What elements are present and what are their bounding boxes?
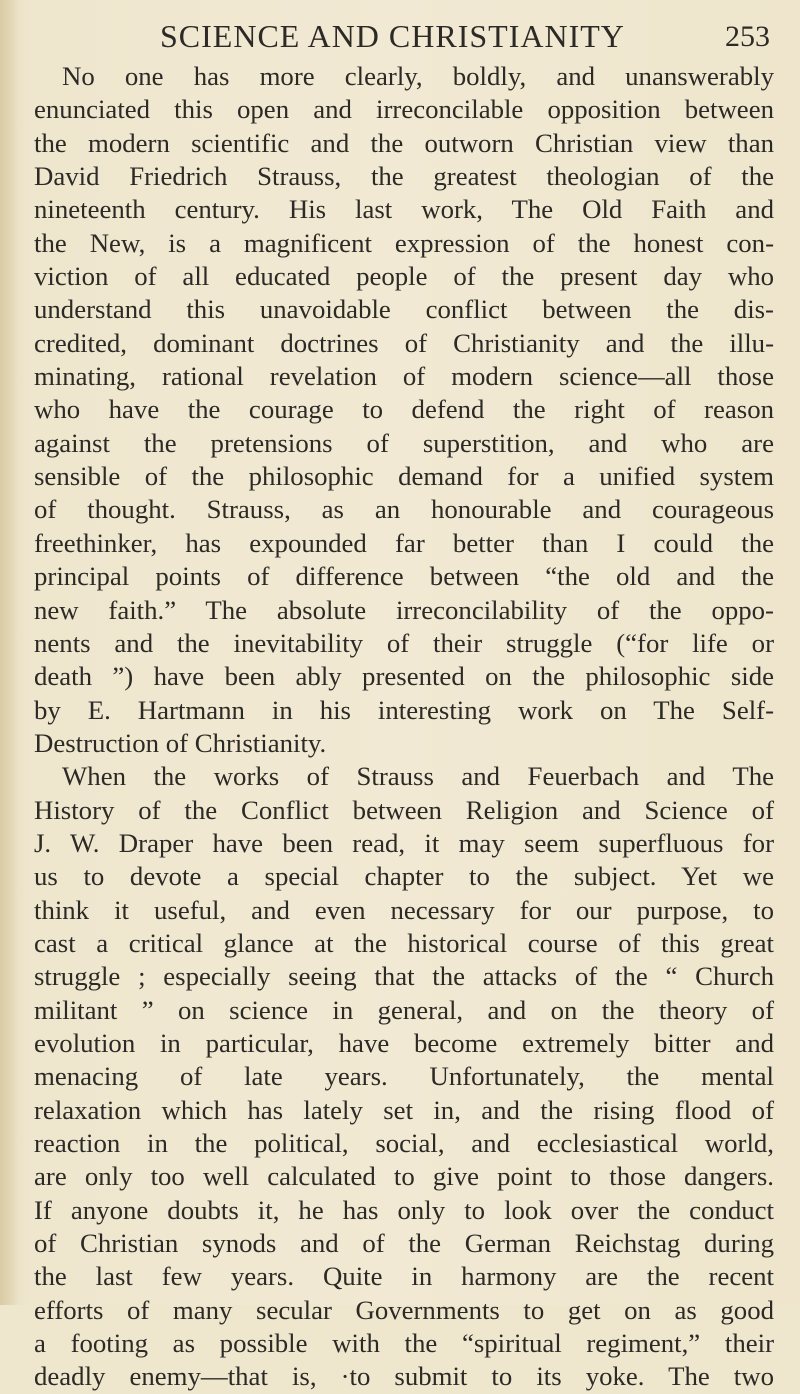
text-line: No one has more clearly, boldly, and unanswerably [62, 61, 774, 91]
text-line: reaction in the political, social, and ecclesiastical world, [34, 1128, 774, 1158]
text-line: enunciated this open and irreconcilable opposition between [34, 94, 774, 125]
text-line: minating, rational revelation of modern science—all those [34, 361, 774, 392]
text-line: freethinker, has expounded far better than I could the [34, 527, 774, 558]
text-line: death ”) have been ably presented on the philosophic side [34, 661, 774, 692]
text-line: Destruction of Christianity. [34, 727, 327, 758]
text-line: of Christian synods and of the German Reichstag during [34, 1228, 774, 1259]
text-line: are only too well calculated to give point to those dangers. [34, 1161, 774, 1192]
text-line: who have the courage to defend the right of reason [34, 394, 774, 425]
text-line: cast a critical glance at the historical course of this great [34, 927, 774, 958]
text-line: J. W. Draper have been read, it may seem superfluous for [34, 827, 774, 858]
text-line: viction of all educated people of the present day who [34, 261, 774, 292]
text-line: new faith.” The absolute irreconcilability of the oppo- [34, 594, 774, 625]
page-gutter-shadow [0, 0, 18, 1305]
text-line: struggle ; especially seeing that the attacks of the “ Church [34, 961, 774, 992]
text-line: a footing as possible with the “spiritual regiment,” their [34, 1328, 774, 1359]
text-line: nents and the inevitability of their struggle (“for life or [34, 627, 774, 658]
text-line: think it useful, and even necessary for our purpose, to [34, 894, 774, 925]
text-line: efforts of many secular Governments to get on as good [34, 1294, 774, 1325]
text-line: understand this unavoidable conflict between the dis- [34, 294, 774, 325]
text-line: nineteenth century. His last work, The Old Faith and [34, 194, 774, 225]
text-line: credited, dominant doctrines of Christianity and the illu- [34, 327, 774, 358]
text-line: sensible of the philosophic demand for a unified system [34, 461, 774, 492]
text-line: the New, is a magnificent expression of the honest con- [34, 227, 774, 258]
text-line: by E. Hartmann in his interesting work on The Self- [34, 694, 774, 725]
paragraph-1 [34, 60, 774, 760]
text-line: us to devote a special chapter to the subject. Yet we [34, 861, 774, 892]
body-text [34, 60, 774, 1394]
text-line: the last few years. Quite in harmony are the recent [34, 1261, 774, 1292]
text-line: evolution in particular, have become extremely bitter and [34, 1027, 774, 1058]
text-line: If anyone doubts it, he has only to look over the conduct [34, 1194, 774, 1225]
text-line: David Friedrich Strauss, the greatest theologian of the [34, 161, 774, 192]
text-line: menacing of late years. Unfortunately, the mental [34, 1061, 774, 1092]
text-line: deadly enemy—that is, ·to submit to its yoke. The two [34, 1361, 774, 1392]
text-line: When the works of Strauss and Feuerbach and The [62, 761, 774, 792]
text-line: principal points of difference between “the old and the [34, 561, 774, 592]
text-line: militant ” on science in general, and on the theory of [34, 994, 774, 1025]
running-head: SCIENCE AND CHRISTIANITY [160, 18, 625, 54]
page-header [0, 12, 800, 62]
text-line: of thought. Strauss, as an honourable and courageous [34, 494, 774, 525]
page-number: 253 [725, 20, 770, 53]
paragraph-2 [34, 760, 774, 1394]
text-line: relaxation which has lately set in, and the rising flood of [34, 1094, 774, 1125]
text-line: against the pretensions of superstition, and who are [34, 427, 774, 458]
text-line: History of the Conflict between Religion and Science of [34, 794, 774, 825]
text-line: the modern scientific and the outworn Christian view than [34, 127, 774, 158]
